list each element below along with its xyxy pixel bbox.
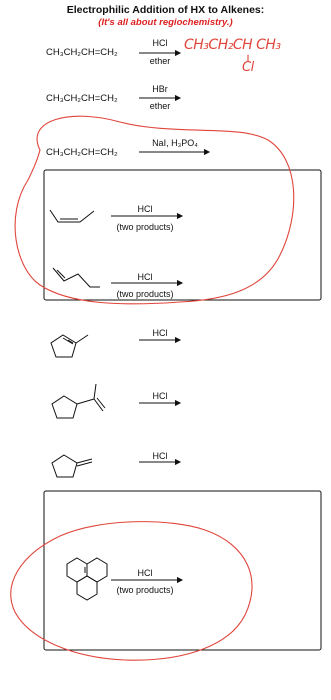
reaction-7-arrow — [139, 401, 180, 406]
handwritten-answer: CH₃CH₂CH CH₃ — [184, 37, 281, 53]
reaction-6-reagent: HCl — [152, 328, 168, 338]
methylcyclopentene-structure-icon — [51, 335, 88, 357]
reaction-9-note: (two products) — [116, 585, 174, 595]
reaction-1-substrate: CH₃CH₂CH=CH₂ — [46, 47, 118, 58]
reaction-1-solvent: ether — [149, 56, 171, 66]
reaction-2-arrow — [139, 96, 180, 101]
problem-box-2 — [44, 491, 321, 650]
reaction-1-arrow — [139, 51, 180, 56]
page-subtitle: (It's all about regiochemistry.) — [98, 17, 233, 28]
reaction-5-note: (two products) — [116, 289, 174, 299]
reaction-3-arrow — [139, 150, 209, 155]
page-title: Electrophilic Addition of HX to Alkenes: — [66, 4, 265, 16]
isopropenylcyclopentane-structure-icon — [52, 384, 105, 418]
methylenecyclopentane-structure-icon — [52, 455, 92, 477]
reaction-3-substrate: CH₃CH₂CH=CH₂ — [46, 147, 118, 158]
circle-annotation-bottom — [11, 522, 252, 661]
cis-alkene-structure-icon — [50, 210, 94, 222]
reaction-2-substrate: CH₃CH₂CH=CH₂ — [46, 93, 118, 104]
trans-alkene-structure-icon — [53, 268, 100, 287]
circle-annotation-top — [15, 116, 294, 304]
reaction-4-note: (two products) — [116, 222, 174, 232]
reaction-9-arrow — [111, 578, 182, 583]
reaction-5-reagent: HCl — [137, 272, 153, 282]
reaction-1-reagent: HCl — [152, 38, 168, 48]
reaction-8-arrow — [139, 460, 180, 465]
handwritten-chlorine: Cl — [242, 60, 254, 75]
reaction-8-reagent: HCl — [152, 451, 168, 461]
reaction-7-reagent: HCl — [152, 391, 168, 401]
problem-box-1 — [44, 170, 321, 300]
reaction-3-reagent: NaI, H₃PO₄ — [152, 138, 198, 148]
reaction-2-reagent: HBr — [152, 84, 168, 94]
reaction-4-reagent: HCl — [137, 204, 153, 214]
reaction-4-arrow — [111, 214, 182, 219]
reaction-6-arrow — [139, 338, 180, 343]
tricyclic-alkene-structure-icon — [67, 558, 107, 600]
reaction-5-arrow — [111, 281, 182, 286]
reaction-2-solvent: ether — [149, 101, 171, 111]
reaction-9-reagent: HCl — [137, 568, 153, 578]
